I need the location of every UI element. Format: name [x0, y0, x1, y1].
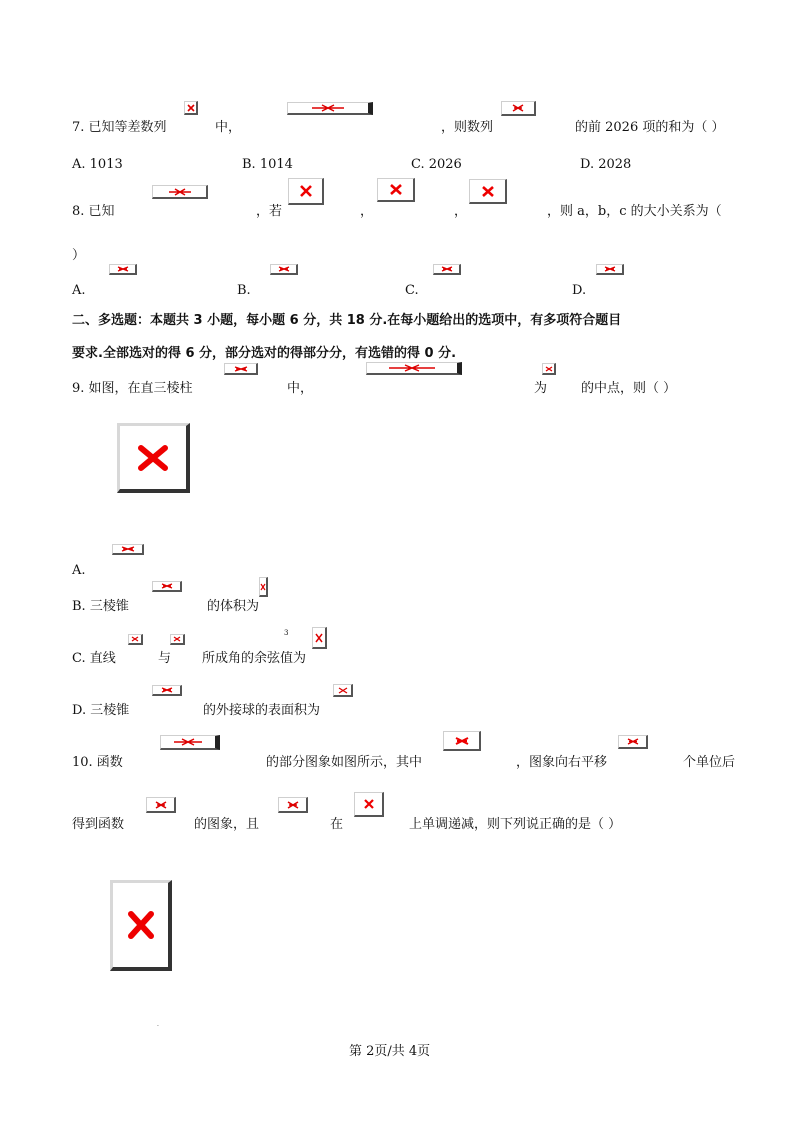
q9-option-d-tail: 的外接球的表面积为: [203, 703, 321, 718]
formula-image-placeholder: [152, 185, 208, 199]
q8-stem-close: ）: [72, 248, 86, 263]
q7-stem-zhong: 中，: [215, 120, 242, 135]
formula-image-placeholder: [433, 264, 461, 275]
q8-stem-ruo: ，若: [256, 204, 283, 219]
formula-image-placeholder: [128, 634, 143, 645]
formula-image-placeholder: [224, 363, 258, 375]
q7-option-c: C. 2026: [411, 157, 462, 172]
q9-option-c-label: C. 直线: [72, 651, 116, 666]
formula-image-placeholder: [366, 362, 462, 375]
q8-option-c: C.: [405, 283, 419, 298]
formula-image-placeholder: [312, 627, 327, 649]
q7-option-a: A. 1013: [72, 157, 123, 172]
formula-image-placeholder: [112, 544, 144, 555]
q10-figure-placeholder: [110, 880, 172, 971]
q8-stem-comma2: ，: [454, 204, 468, 219]
q8-option-a: A.: [72, 283, 86, 298]
formula-image-placeholder: [469, 179, 507, 204]
formula-image-placeholder: [618, 735, 648, 749]
formula-image-placeholder: [146, 797, 176, 813]
q10-line2-tail: 上单调递减，则下列说正确的是（ ）: [409, 817, 622, 832]
q7-option-d: D. 2028: [580, 157, 632, 172]
formula-image-placeholder: [377, 178, 415, 202]
q9-stem-zhong: 中，: [287, 381, 314, 396]
formula-image-placeholder: [259, 577, 268, 597]
q7-stem-tail: 的前 2026 项的和为（ ）: [575, 120, 725, 135]
formula-image-placeholder: [354, 792, 384, 817]
q9-option-c-tail: 所成角的余弦值为: [202, 651, 307, 666]
formula-image-placeholder: [160, 735, 220, 750]
stray-dot: .: [157, 1021, 159, 1028]
q7-stem: 7. 已知等差数列: [72, 120, 167, 135]
formula-image-placeholder: [109, 264, 137, 275]
formula-image-placeholder: [287, 102, 373, 115]
q9-option-b-label: B. 三棱锥: [72, 599, 129, 614]
q10-stem-unit: 个单位后: [683, 755, 736, 770]
q10-line2-mid: 的图象，且: [194, 817, 260, 832]
formula-image-placeholder: [288, 178, 324, 205]
q9-option-a: A.: [72, 563, 86, 578]
q9-figure-placeholder: [117, 423, 190, 493]
section-heading: 二、多选题：本题共 3 小题，每小题 6 分，共 18 分.在每小题给出的选项中，有多项符合题目: [72, 313, 622, 328]
q10-stem-mid: 的部分图象如图所示，其中: [266, 755, 423, 770]
q10-stem-lead: 10. 函数: [72, 755, 123, 770]
formula-image-placeholder: [152, 685, 182, 696]
q10-stem-shift: ，图象向右平移: [516, 755, 608, 770]
formula-image-placeholder: [542, 363, 556, 375]
page-footer: 第 2页/共 4页: [349, 1044, 431, 1059]
q8-stem-tail: ，则 a，b，c 的大小关系为（: [547, 204, 722, 219]
formula-image-placeholder: [596, 264, 624, 275]
q8-option-b: B.: [237, 283, 251, 298]
formula-image-placeholder: [333, 684, 353, 697]
q9-stem-wei: 为: [534, 381, 548, 396]
q7-stem-then: ，则数列: [441, 120, 494, 135]
formula-image-placeholder: [152, 581, 182, 592]
q9-option-c-yu: 与: [158, 651, 172, 666]
q9-option-b-tail: 的体积为: [207, 599, 260, 614]
q8-option-d: D.: [572, 283, 587, 298]
q7-option-b: B. 1014: [242, 157, 293, 172]
formula-image-placeholder: [270, 264, 298, 275]
q9-option-d-label: D. 三棱锥: [72, 703, 130, 718]
q10-line2-zai: 在: [330, 817, 344, 832]
q9-stem-lead: 9. 如图，在直三棱柱: [72, 381, 193, 396]
formula-image-placeholder: [443, 731, 481, 751]
q9-stem-tail: 的中点，则（ ）: [581, 381, 677, 396]
q9-option-c-sup: 3: [284, 629, 289, 637]
q10-line2-lead: 得到函数: [72, 817, 125, 832]
formula-image-placeholder: [184, 101, 198, 115]
formula-image-placeholder: [170, 634, 185, 645]
formula-image-placeholder: [278, 797, 308, 813]
q8-stem-lead: 8. 已知: [72, 204, 115, 219]
section-heading-line2: 要求.全部选对的得 6 分，部分选对的得部分分，有选错的得 0 分.: [72, 346, 457, 361]
q8-stem-comma1: ，: [360, 204, 374, 219]
formula-image-placeholder: [501, 101, 536, 116]
